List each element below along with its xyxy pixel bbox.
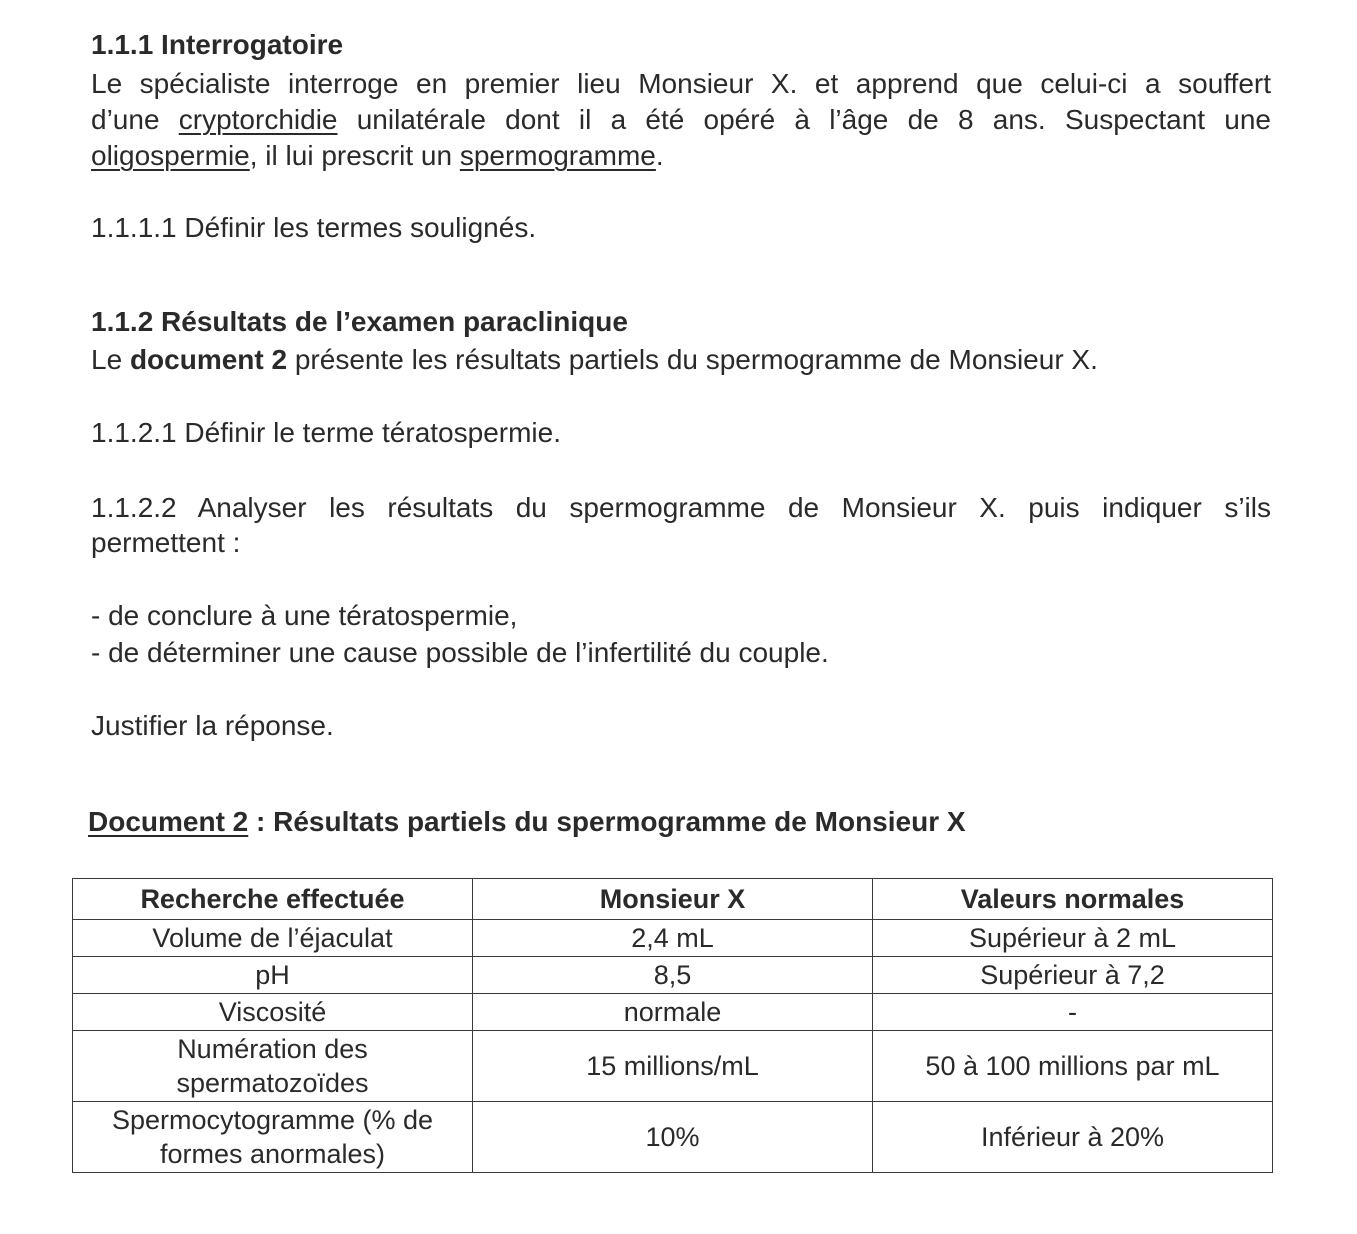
- cell-parameter: Numération des spermatozoïdes: [73, 1031, 473, 1102]
- text-fragment: .: [655, 140, 664, 171]
- text-fragment: d’une: [91, 104, 179, 135]
- document2-title-text: : Résultats partiels du spermogramme de Monsieur X: [248, 806, 966, 837]
- cell-normal: 50 à 100 millions par mL: [873, 1031, 1273, 1102]
- term-oligospermie: oligospermie: [91, 140, 250, 171]
- table-row: [73, 1031, 1273, 1102]
- paragraph-line-3: [91, 137, 1271, 174]
- heading-resultats: 1.1.2 Résultats de l’examen paraclinique: [91, 306, 628, 337]
- question-1121: 1.1.2.1 Définir le terme tératospermie.: [91, 417, 561, 448]
- cell-value: normale: [473, 994, 873, 1031]
- spermogram-results-table: [72, 878, 1273, 1173]
- table-row: [73, 957, 1273, 994]
- document-reference: document 2: [129, 344, 288, 375]
- cell-normal: Inférieur à 20%: [873, 1102, 1273, 1173]
- question-1111: 1.1.1.1 Définir les termes soulignés.: [91, 212, 537, 243]
- bullet-infertilite: - de déterminer une cause possible de l’infertilité du couple.: [91, 637, 829, 668]
- cell-parameter: Spermocytogramme (% de formes anormales): [73, 1102, 473, 1173]
- document2-label: Document 2: [88, 806, 249, 837]
- cell-value: 15 millions/mL: [473, 1031, 873, 1102]
- table-header-row: [73, 879, 1273, 920]
- cell-value: 2,4 mL: [473, 920, 873, 957]
- header-recherche: Recherche effectuée: [73, 879, 473, 920]
- text-fragment: Le: [91, 344, 130, 375]
- cell-parameter: Volume de l’éjaculat: [73, 920, 473, 957]
- intro-document2: [91, 341, 1271, 378]
- question-1122-line-2: permettent :: [91, 527, 241, 558]
- text-fragment: présente les résultats partiels du spermogramme de Monsieur X.: [287, 344, 1098, 375]
- table-row: [73, 994, 1273, 1031]
- cell-normal: -: [873, 994, 1273, 1031]
- justify-instruction: Justifier la réponse.: [91, 710, 334, 741]
- table-row: [73, 1102, 1273, 1173]
- paragraph-line-2: [91, 101, 1271, 138]
- cell-normal: Supérieur à 7,2: [873, 957, 1273, 994]
- cell-normal: Supérieur à 2 mL: [873, 920, 1273, 957]
- cell-parameter: Viscosité: [73, 994, 473, 1031]
- table-row: [73, 920, 1273, 957]
- cell-value: 8,5: [473, 957, 873, 994]
- text-fragment: , il lui prescrit un: [249, 140, 460, 171]
- cell-parameter: pH: [73, 957, 473, 994]
- heading-interrogatoire: 1.1.1 Interrogatoire: [91, 29, 344, 60]
- term-cryptorchidie: cryptorchidie: [178, 104, 338, 135]
- term-spermogramme: spermogramme: [459, 140, 656, 171]
- question-1122-line-1: 1.1.2.2 Analyser les résultats du spermogramme de Monsieur X. puis indiquer s’ils: [91, 492, 1271, 523]
- cell-value: 10%: [473, 1102, 873, 1173]
- text-fragment: unilatérale dont il a été opéré à l’âge de 8 ans. Suspectant une: [337, 104, 1271, 135]
- paragraph-line-1: Le spécialiste interroge en premier lieu Monsieur X. et apprend que celui-ci a souffert: [91, 68, 1271, 99]
- header-monsieur-x: Monsieur X: [473, 879, 873, 920]
- document2-title: [88, 803, 966, 840]
- bullet-teratospermie: - de conclure à une tératospermie,: [91, 600, 518, 631]
- header-valeurs-normales: Valeurs normales: [873, 879, 1273, 920]
